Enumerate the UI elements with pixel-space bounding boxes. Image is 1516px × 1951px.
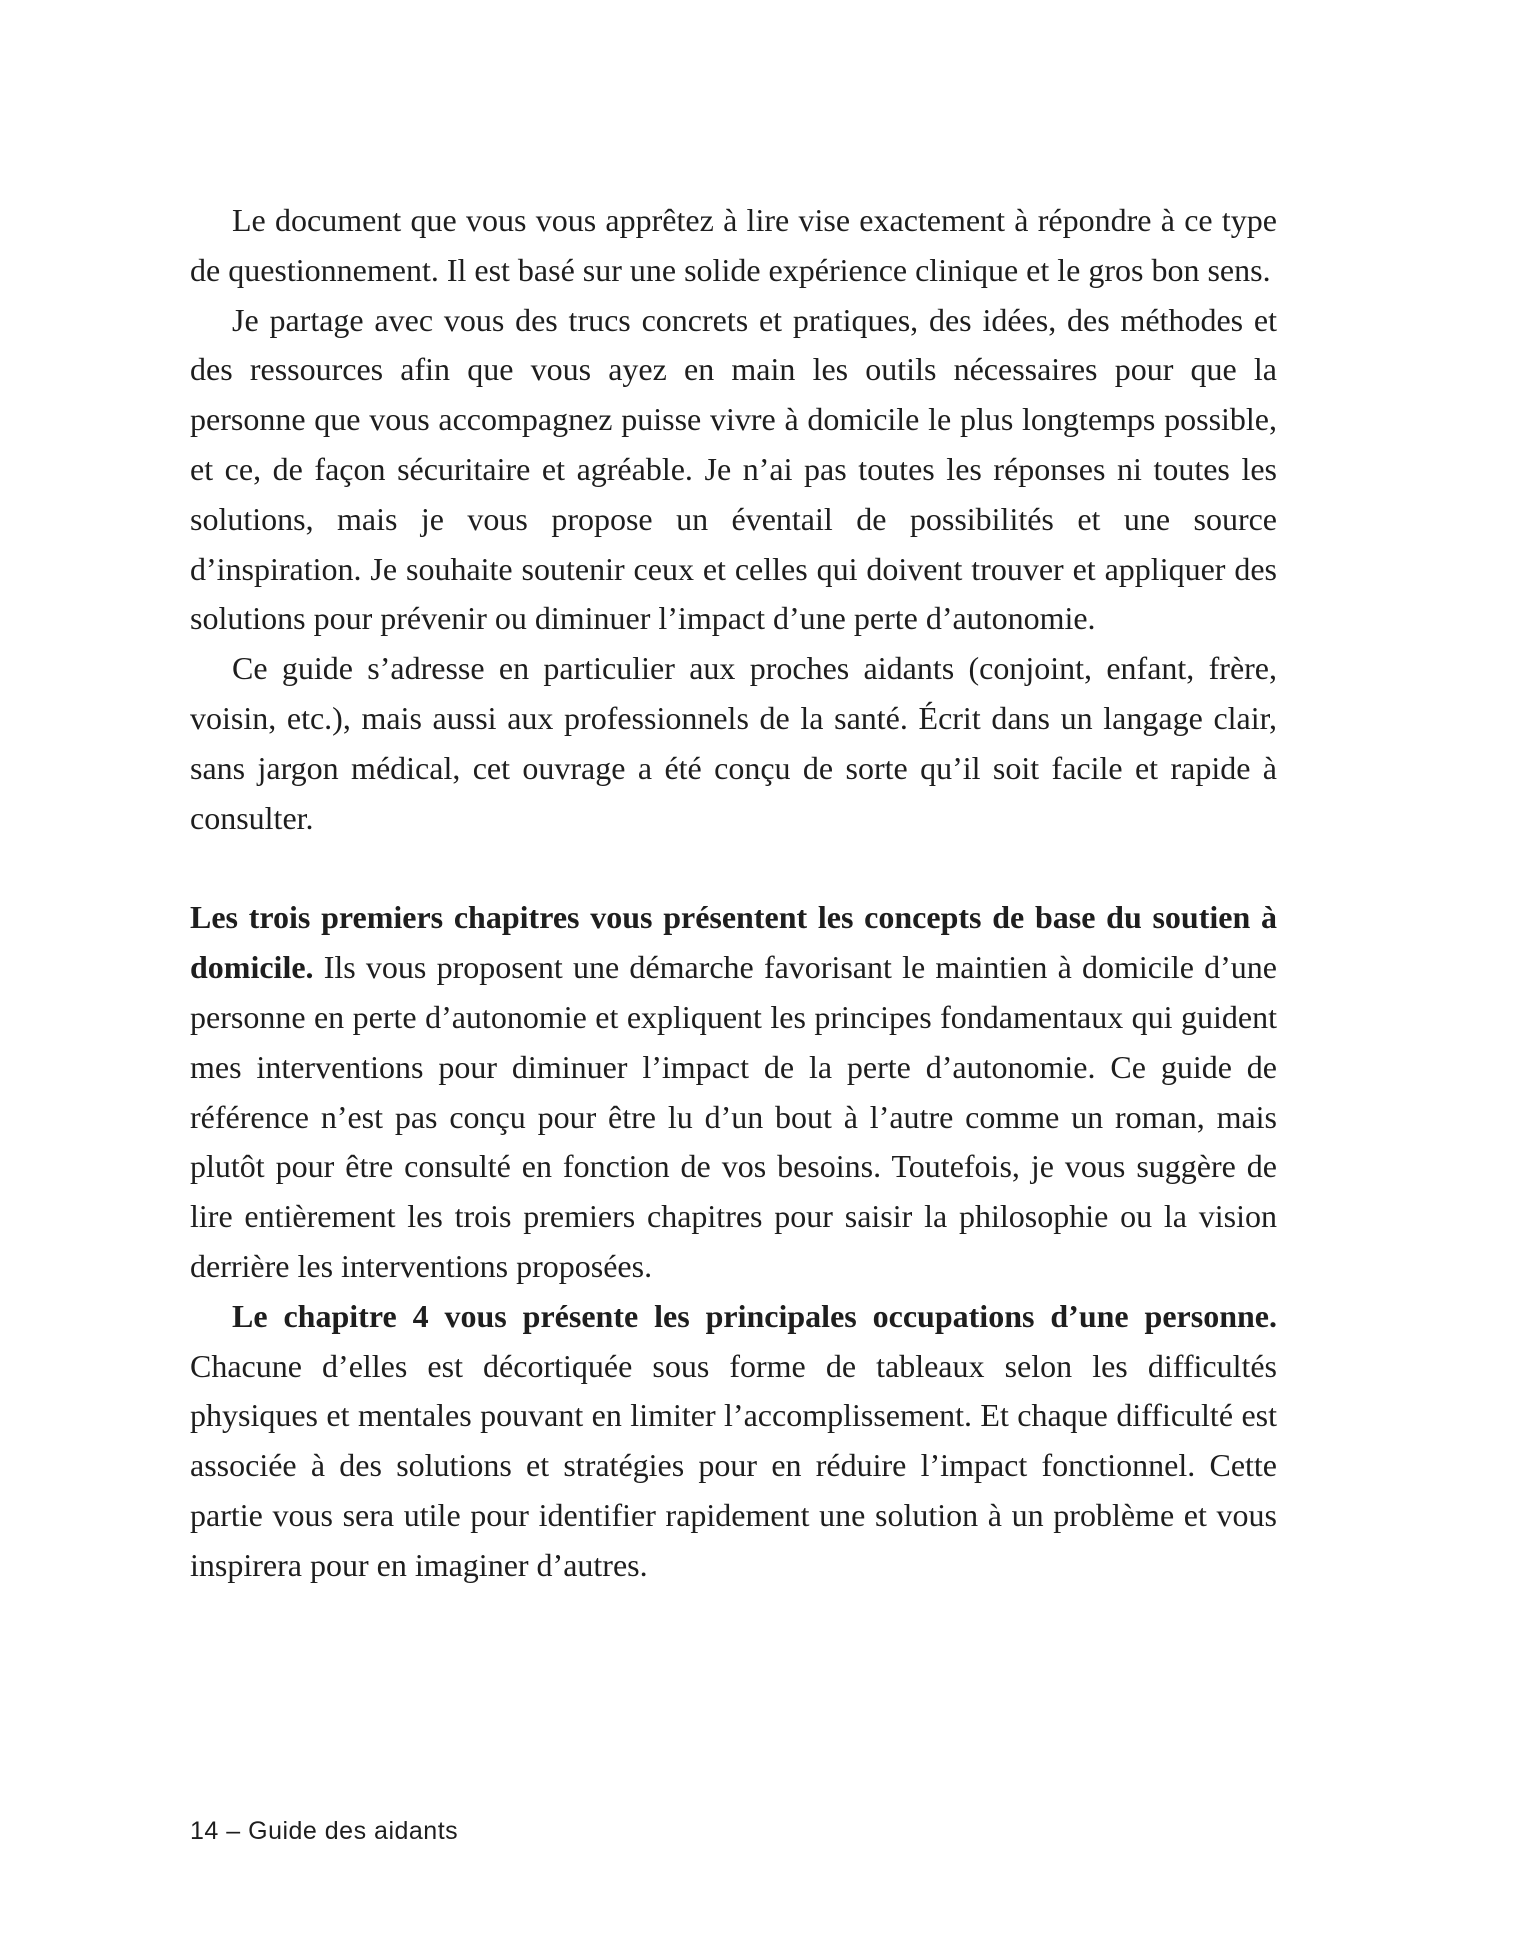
paragraph-bold-lead: Les trois premiers chapitres vous présentent les concepts de base du soutien à domicile.	[190, 899, 1277, 986]
paragraph-bold-lead: Le chapitre 4 vous présente les principales occupations d’une personne.	[232, 1297, 1277, 1334]
paragraph-text: Je partage avec vous des trucs concrets et pratiques, des idées, des méthodes et des ressources afin que vous ayez en main les outils nécessaires pour que la personne que vous accompagnez puisse vivre à domicile le plus longtemps possible, et ce, de façon sécuritaire et agréable. Je n’ai pas toutes les réponses ni toutes les solutions, mais je vous propose un éventail de possibilités et une source d’inspiration. Je souhaite soutenir ceux et celles qui doivent trouver et appliquer des solutions pour prévenir ou diminuer l’impact d’une perte d’autonomie.	[190, 301, 1277, 637]
paragraph-intro	[190, 196, 1277, 296]
paragraph-audience	[190, 644, 1277, 843]
page-number: 14	[190, 1817, 219, 1845]
book-title: Guide des aidants	[248, 1817, 459, 1845]
paragraph-text: Le document que vous vous apprêtez à lire vise exactement à répondre à ce type de questionnement. Il est basé sur une solide expérience clinique et le gros bon sens.	[190, 202, 1277, 288]
paragraph-chapters-1-3	[190, 893, 1277, 1291]
footer-separator: –	[226, 1817, 241, 1845]
paragraph-text: Chacune d’elles est décortiquée sous forme de tableaux selon les difficultés physiques et mentales pouvant en limiter l’accomplissement. Et chaque difficulté est associée à des solutions et stratégies pour en réduire l’impact fonctionnel. Cette partie vous sera utile pour identifier rapidement une solution à un problème et vous inspirera pour en imaginer d’autres.	[190, 1347, 1277, 1583]
paragraph-text: Ce guide s’adresse en particulier aux proches aidants (conjoint, enfant, frère, voisin, etc.), mais aussi aux professionnels de la santé. Écrit dans un langage clair, sans jargon médical, cet ouvrage a été conçu de sorte qu’il soit facile et rapide à consulter.	[190, 650, 1277, 836]
body-text	[190, 196, 1277, 1591]
paragraph-text: Ils vous proposent une démarche favorisant le maintien à domicile d’une personne en perte d’autonomie et expliquent les principes fondamentaux qui guident mes interventions pour diminuer l’impact de la perte d’autonomie. Ce guide de référence n’est pas conçu pour être lu d’un bout à l’autre comme un roman, mais plutôt pour être consulté en fonction de vos besoins. Toutefois, je vous suggère de lire entièrement les trois premiers chapitres pour saisir la philosophie ou la vision derrière les interventions proposées.	[190, 949, 1277, 1284]
paragraph-spacer	[190, 843, 1277, 893]
paragraph-tools	[190, 296, 1277, 645]
page-footer	[190, 1817, 458, 1846]
paragraph-chapter-4	[190, 1292, 1277, 1591]
